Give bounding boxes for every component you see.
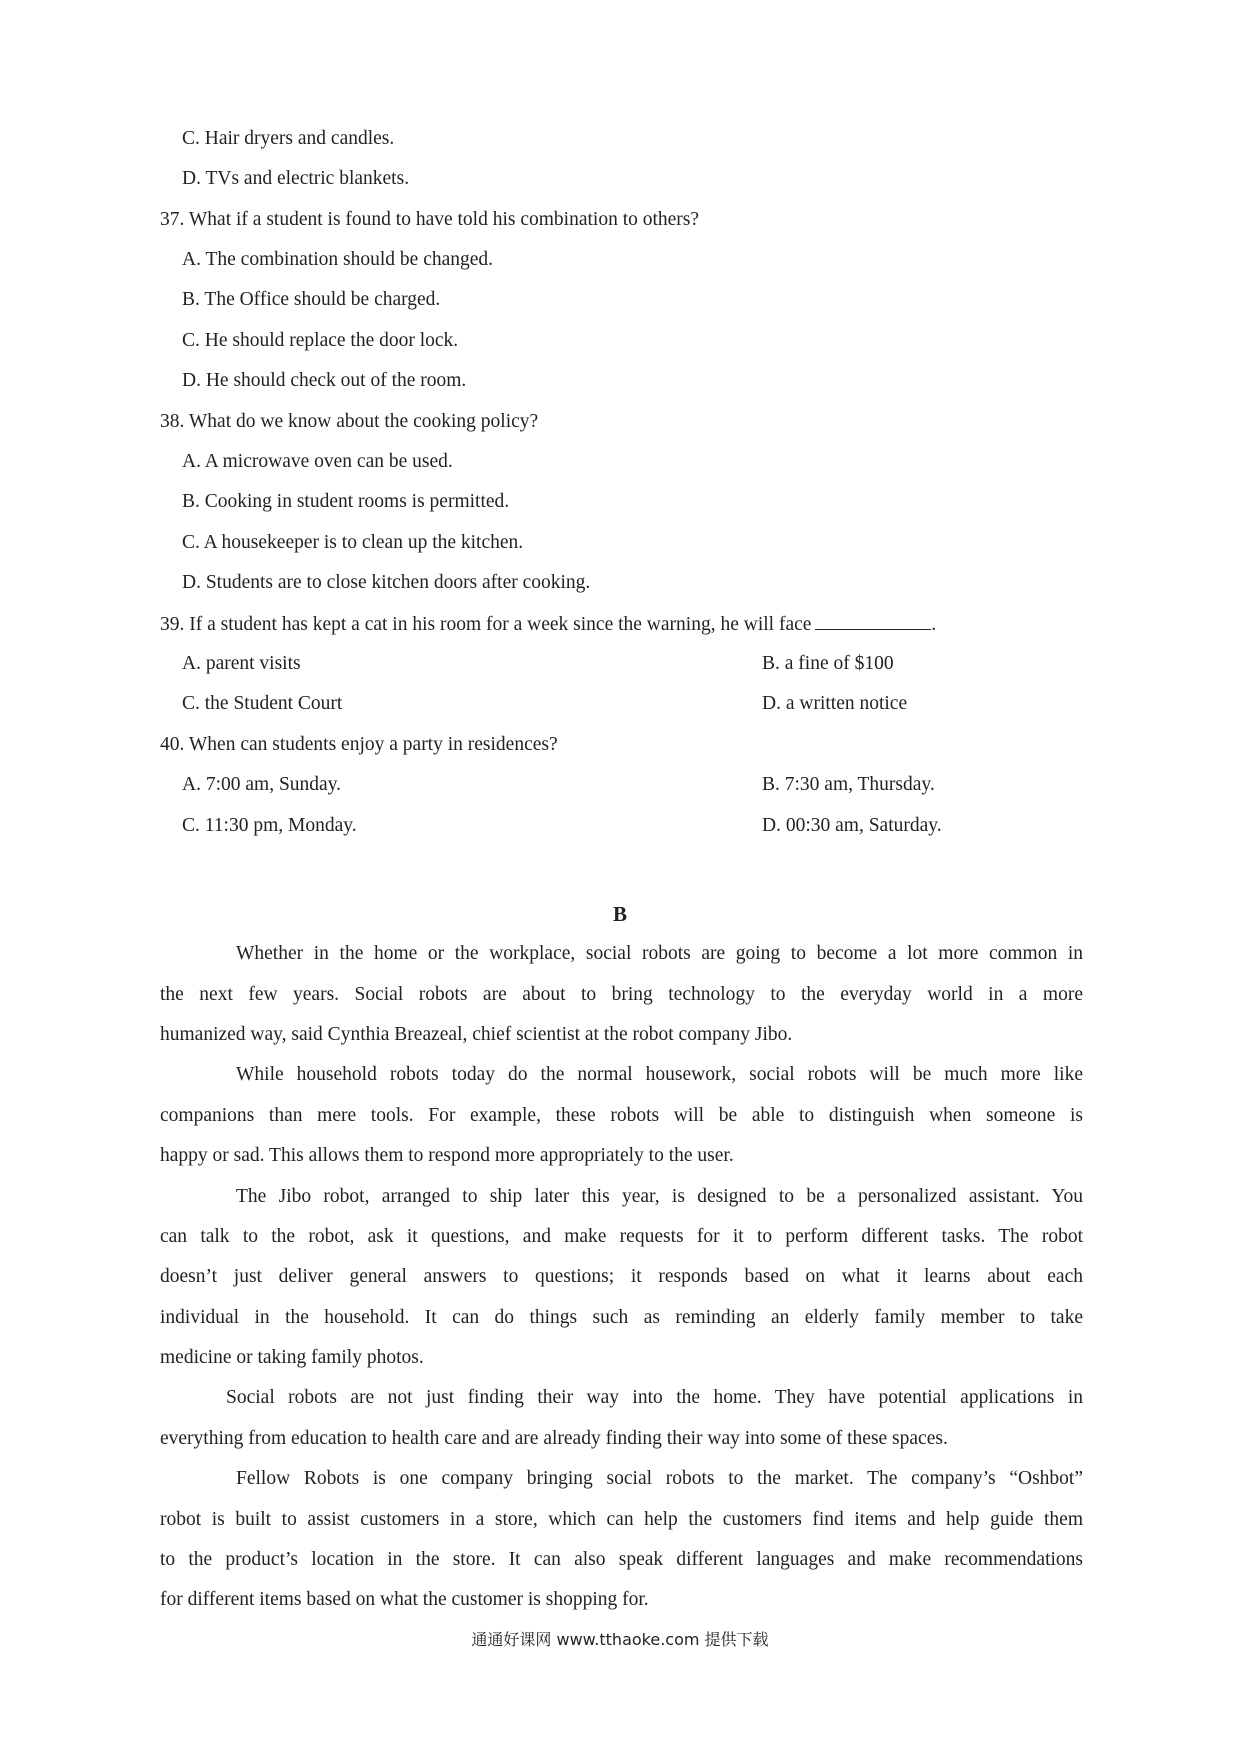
paragraph-4-line-1: Social robots are not just finding their way into the home. They have potential applications in bbox=[226, 1387, 1083, 1408]
paragraph-5-line-2: robot is built to assist customers in a store, which can help the customers find items and help guide them bbox=[160, 1509, 1083, 1530]
q37-option-b: B. The Office should be charged. bbox=[182, 289, 441, 310]
q38-option-b: B. Cooking in student rooms is permitted. bbox=[182, 491, 510, 512]
q38-option-c: C. A housekeeper is to clean up the kitchen. bbox=[182, 532, 524, 553]
q39-stem bbox=[160, 612, 936, 637]
q37-option-d: D. He should check out of the room. bbox=[182, 370, 467, 391]
q40-option-b: B. 7:30 am, Thursday. bbox=[762, 774, 935, 795]
q39-option-c: C. the Student Court bbox=[182, 693, 343, 714]
q38-stem: 38. What do we know about the cooking policy? bbox=[160, 411, 539, 432]
q40-option-a: A. 7:00 am, Sunday. bbox=[182, 774, 342, 795]
paragraph-1-line-2: the next few years. Social robots are about to bring technology to the everyday world in a more bbox=[160, 984, 1083, 1005]
section-title: B bbox=[612, 902, 627, 926]
page-footer: 通通好课网 www.tthaoke.com 提供下载 bbox=[471, 1630, 769, 1649]
q39-option-d: D. a written notice bbox=[762, 693, 908, 714]
paragraph-3-line-5: medicine or taking family photos. bbox=[160, 1347, 424, 1368]
paragraph-2-line-2: companions than mere tools. For example, these robots will be able to distinguish when someone is bbox=[160, 1105, 1083, 1126]
paragraph-3-line-2: can talk to the robot, ask it questions, and make requests for it to perform different tasks. The robot bbox=[160, 1226, 1083, 1247]
paragraph-4-line-2: everything from education to health care and are already finding their way into some of these spaces. bbox=[160, 1428, 948, 1449]
q39-option-b: B. a fine of $100 bbox=[762, 653, 894, 674]
paragraph-5-line-1: Fellow Robots is one company bringing social robots to the market. The company’s “Oshbot” bbox=[236, 1468, 1083, 1489]
paragraph-5-line-3: to the product’s location in the store. It can also speak different languages and make recommendations bbox=[160, 1549, 1083, 1570]
q38-option-d: D. Students are to close kitchen doors after cooking. bbox=[182, 572, 591, 593]
q37-option-a: A. The combination should be changed. bbox=[182, 249, 494, 270]
paragraph-3-line-3: doesn’t just deliver general answers to questions; it responds based on what it learns about each bbox=[160, 1266, 1083, 1287]
paragraph-1-line-3: humanized way, said Cynthia Breazeal, chief scientist at the robot company Jibo. bbox=[160, 1024, 793, 1045]
paragraph-5-line-4: for different items based on what the customer is shopping for. bbox=[160, 1589, 649, 1610]
q39-stem-end: . bbox=[931, 614, 937, 635]
paragraph-1-line-1: Whether in the home or the workplace, social robots are going to become a lot more common in bbox=[236, 943, 1083, 964]
q40-option-d: D. 00:30 am, Saturday. bbox=[762, 815, 942, 836]
q37-stem: 37. What if a student is found to have told his combination to others? bbox=[160, 209, 700, 230]
q36-option-d: D. TVs and electric blankets. bbox=[182, 168, 410, 189]
q39-option-a: A. parent visits bbox=[182, 653, 301, 674]
paragraph-2-line-1: While household robots today do the normal housework, social robots will be much more like bbox=[236, 1064, 1083, 1085]
paragraph-3-line-4: individual in the household. It can do things such as reminding an elderly family member to take bbox=[160, 1307, 1083, 1328]
paragraph-2-line-3: happy or sad. This allows them to respond more appropriately to the user. bbox=[160, 1145, 734, 1166]
q39-stem-text: 39. If a student has kept a cat in his room for a week since the warning, he will face bbox=[160, 614, 812, 635]
q38-option-a: A. A microwave oven can be used. bbox=[182, 451, 453, 472]
q37-option-c: C. He should replace the door lock. bbox=[182, 330, 459, 351]
q40-stem: 40. When can students enjoy a party in residences? bbox=[160, 734, 558, 755]
answer-blank bbox=[815, 612, 931, 630]
paragraph-3-line-1: The Jibo robot, arranged to ship later this year, is designed to be a personalized assistant. You bbox=[236, 1186, 1083, 1207]
q40-option-c: C. 11:30 pm, Monday. bbox=[182, 815, 357, 836]
q36-option-c: C. Hair dryers and candles. bbox=[182, 128, 395, 149]
